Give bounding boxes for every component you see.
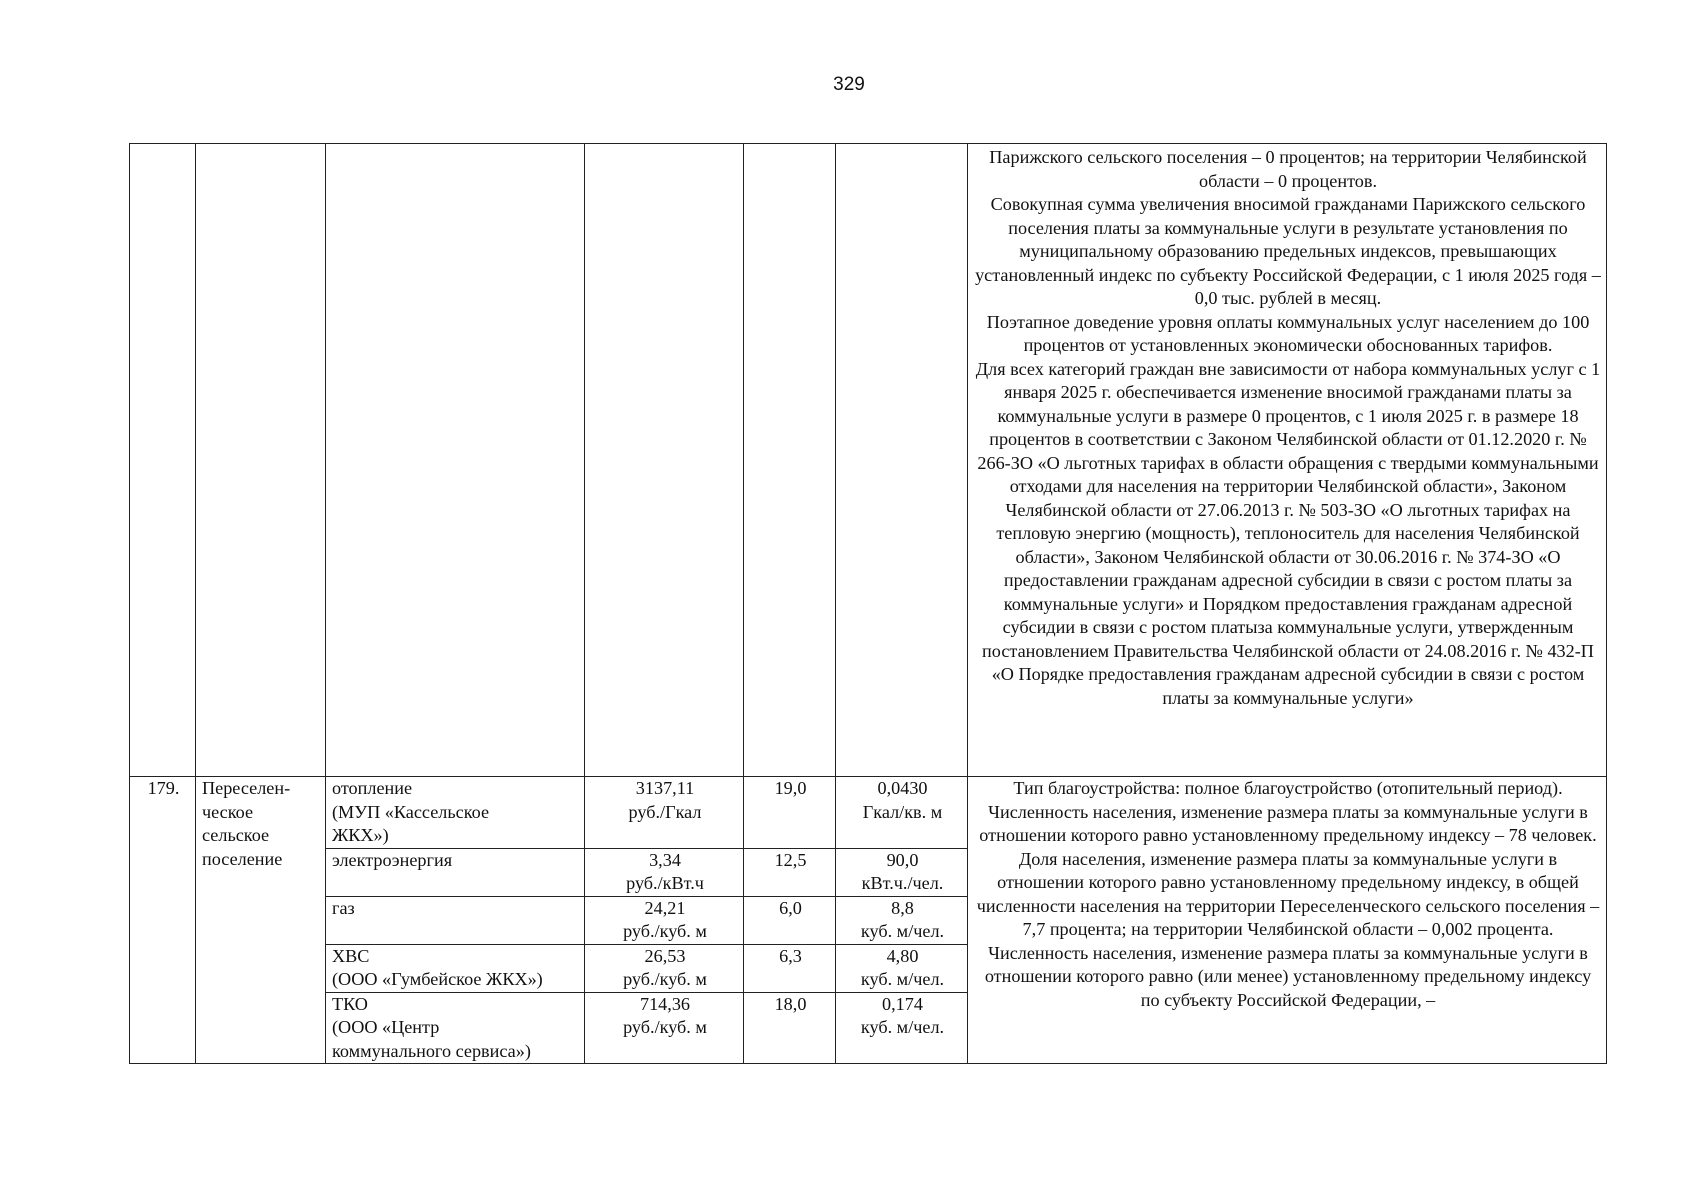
municipality-cell <box>196 144 326 777</box>
service-index: 6,0 <box>744 896 836 944</box>
entry-number: 179. <box>130 777 196 1064</box>
notes-paragraph: Совокупная сумма увеличения вносимой гражданами Парижского сельского поселения платы за коммунальные услуги в результате установления по муниципальному образованию предельных индексов, превышающих установленный индекс по субъекту Российской Федерации, с 1 июля 2025 годя – 0,0 тыс. рублей в месяц. <box>975 194 1601 308</box>
norm-cell <box>836 144 968 777</box>
entry-notes <box>968 777 1607 1064</box>
service-name: газ <box>326 896 585 944</box>
tariff-table <box>129 143 1607 1064</box>
index-cell <box>744 144 836 777</box>
service-name: отопление (МУП «Кассельское ЖКХ») <box>326 777 585 849</box>
service-norm: 90,0 кВт.ч./чел. <box>836 848 968 896</box>
service-tariff: 26,53 руб./куб. м <box>585 944 744 992</box>
service-name: ТКО (ООО «Центр коммунального сервиса») <box>326 992 585 1064</box>
page-number: 329 <box>833 74 865 95</box>
notes-paragraph: Доля населения, изменение размера платы за коммунальные услуги в отношении которого равно установленному предельному индексу, в общей численности населения на территории Переселенческого сельского поселения – 7,7 процента; на территории Челябинской области – 0,002 процента. <box>976 848 1600 939</box>
service-tariff: 714,36 руб./куб. м <box>585 992 744 1064</box>
notes-cell <box>968 144 1607 777</box>
service-norm: 4,80 куб. м/чел. <box>836 944 968 992</box>
service-tariff: 24,21 руб./куб. м <box>585 896 744 944</box>
service-row-heating <box>130 777 1607 849</box>
service-name: электроэнергия <box>326 848 585 896</box>
service-norm: 8,8 куб. м/чел. <box>836 896 968 944</box>
service-index: 19,0 <box>744 777 836 849</box>
tariff-cell <box>585 144 744 777</box>
service-index: 12,5 <box>744 848 836 896</box>
service-norm: 0,174 куб. м/чел. <box>836 992 968 1064</box>
continuation-row <box>130 144 1607 777</box>
municipality-name: Переселен- ческое сельское поселение <box>196 777 326 1064</box>
number-cell <box>130 144 196 777</box>
notes-paragraph: Парижского сельского поселения – 0 процентов; на территории Челябинской области – 0 процентов. <box>989 147 1587 191</box>
notes-paragraph: Поэтапное доведение уровня оплаты коммунальных услуг населением до 100 процентов от установленных экономически обоснованных тарифов. <box>986 311 1590 355</box>
service-norm: 0,0430 Гкал/кв. м <box>836 777 968 849</box>
notes-paragraph: Численность населения, изменение размера платы за коммунальные услуги в отношении которого равно установленному предельному индексу – 78 человек. <box>979 801 1597 845</box>
notes-paragraph: Для всех категорий граждан вне зависимости от набора коммунальных услуг с 1 января 2025 г. обеспечивается изменение вносимой гражданами платы за коммунальные услуги в размере 0 процентов, с 1 июля 2025 г. в размере 18 процентов в соответствии с Законом Челябинской области от 01.12.2020 г. № 266-ЗО «О льготных тарифах в области обращения с твердыми коммунальными отходами для населения на территории Челябинской области», Законом Челябинской области от 27.06.2013 г. № 503-ЗО «О льготных тарифах на тепловую энергию (мощность), теплоноситель для населения Челябинской области», Законом Челябинской области от 30.06.2016 г. № 374-ЗО «О предоставлении гражданам адресной субсидии в связи с ростом платы за коммунальные услуги» и Порядком предоставления гражданам адресной субсидии в связи с ростом платыза коммунальные услуги, утвержденным постановлением Правительства Челябинской области от 24.08.2016 г. № 432-П «О Порядке предоставления гражданам адресной субсидии в связи с ростом платы за коммунальные услуги» <box>975 358 1601 708</box>
notes-paragraph: Численность населения, изменение размера платы за коммунальные услуги в отношении которого равно (или менее) установленному предельному индексу по субъекту Российской Федерации, – <box>984 942 1592 1010</box>
service-name: ХВС (ООО «Гумбейское ЖКХ») <box>326 944 585 992</box>
service-index: 6,3 <box>744 944 836 992</box>
service-tariff: 3137,11 руб./Гкал <box>585 777 744 849</box>
service-cell <box>326 144 585 777</box>
notes-paragraph: Тип благоустройства: полное благоустройство (отопительный период). <box>1013 778 1563 798</box>
service-index: 18,0 <box>744 992 836 1064</box>
service-tariff: 3,34 руб./кВт.ч <box>585 848 744 896</box>
